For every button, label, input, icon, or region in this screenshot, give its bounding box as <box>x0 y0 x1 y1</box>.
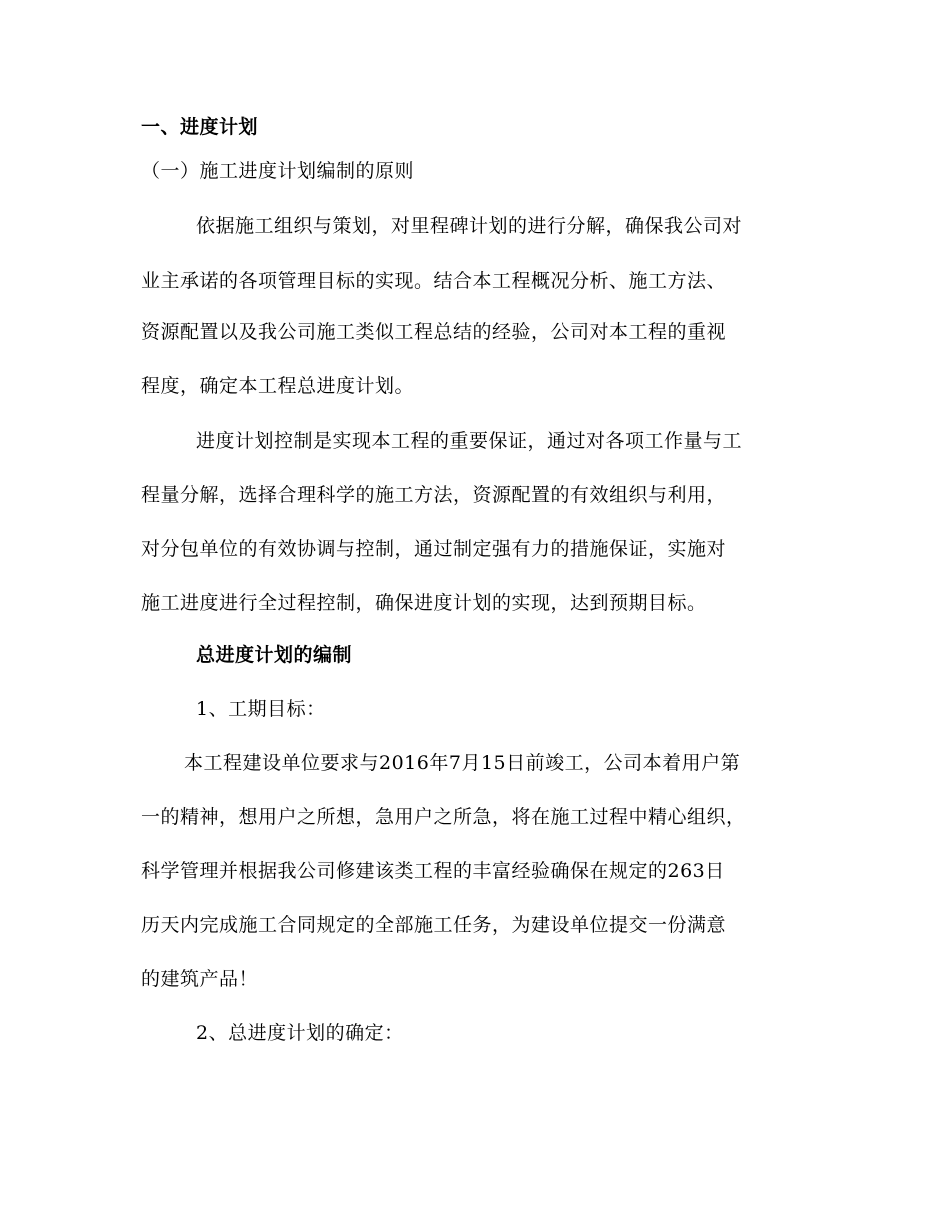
paragraph-line: 本工程建设单位要求与2016年7月15日前竣工，公司本着用户第 <box>184 752 741 774</box>
paragraph-line: 业主承诺的各项管理目标的实现。结合本工程概况分析、施工方法、 <box>141 270 727 292</box>
paragraph-line: 依据施工组织与策划，对里程碑计划的进行分解，确保我公司对 <box>196 215 743 237</box>
paragraph-line: 施工进度进行全过程控制，确保进度计划的实现，达到预期目标。 <box>141 592 707 614</box>
list-item: 1、工期目标： <box>196 698 326 720</box>
paragraph-line: 历天内完成施工合同规定的全部施工任务，为建设单位提交一份满意 <box>141 914 727 936</box>
list-item: 2、总进度计划的确定： <box>196 1022 404 1044</box>
paragraph-line: 资源配置以及我公司施工类似工程总结的经验，公司对本工程的重视 <box>141 321 727 343</box>
paragraph-line: 程量分解，选择合理科学的施工方法，资源配置的有效组织与利用， <box>141 484 727 506</box>
subsection-heading-bold: 总进度计划的编制 <box>196 644 353 666</box>
subsection-heading: （一）施工进度计划编制的原则 <box>141 160 415 182</box>
paragraph-line: 对分包单位的有效协调与控制，通过制定强有力的措施保证，实施对 <box>141 538 727 560</box>
paragraph-line: 的建筑产品！ <box>141 968 259 990</box>
paragraph-line: 进度计划控制是实现本工程的重要保证，通过对各项工作量与工 <box>196 430 743 452</box>
section-heading: 一、进度计划 <box>141 116 259 138</box>
paragraph-line: 程度，确定本工程总进度计划。 <box>141 375 415 397</box>
paragraph-line: 一的精神，想用户之所想，急用户之所急，将在施工过程中精心组织， <box>141 806 746 828</box>
paragraph-line: 科学管理并根据我公司修建该类工程的丰富经验确保在规定的263日 <box>141 860 725 882</box>
